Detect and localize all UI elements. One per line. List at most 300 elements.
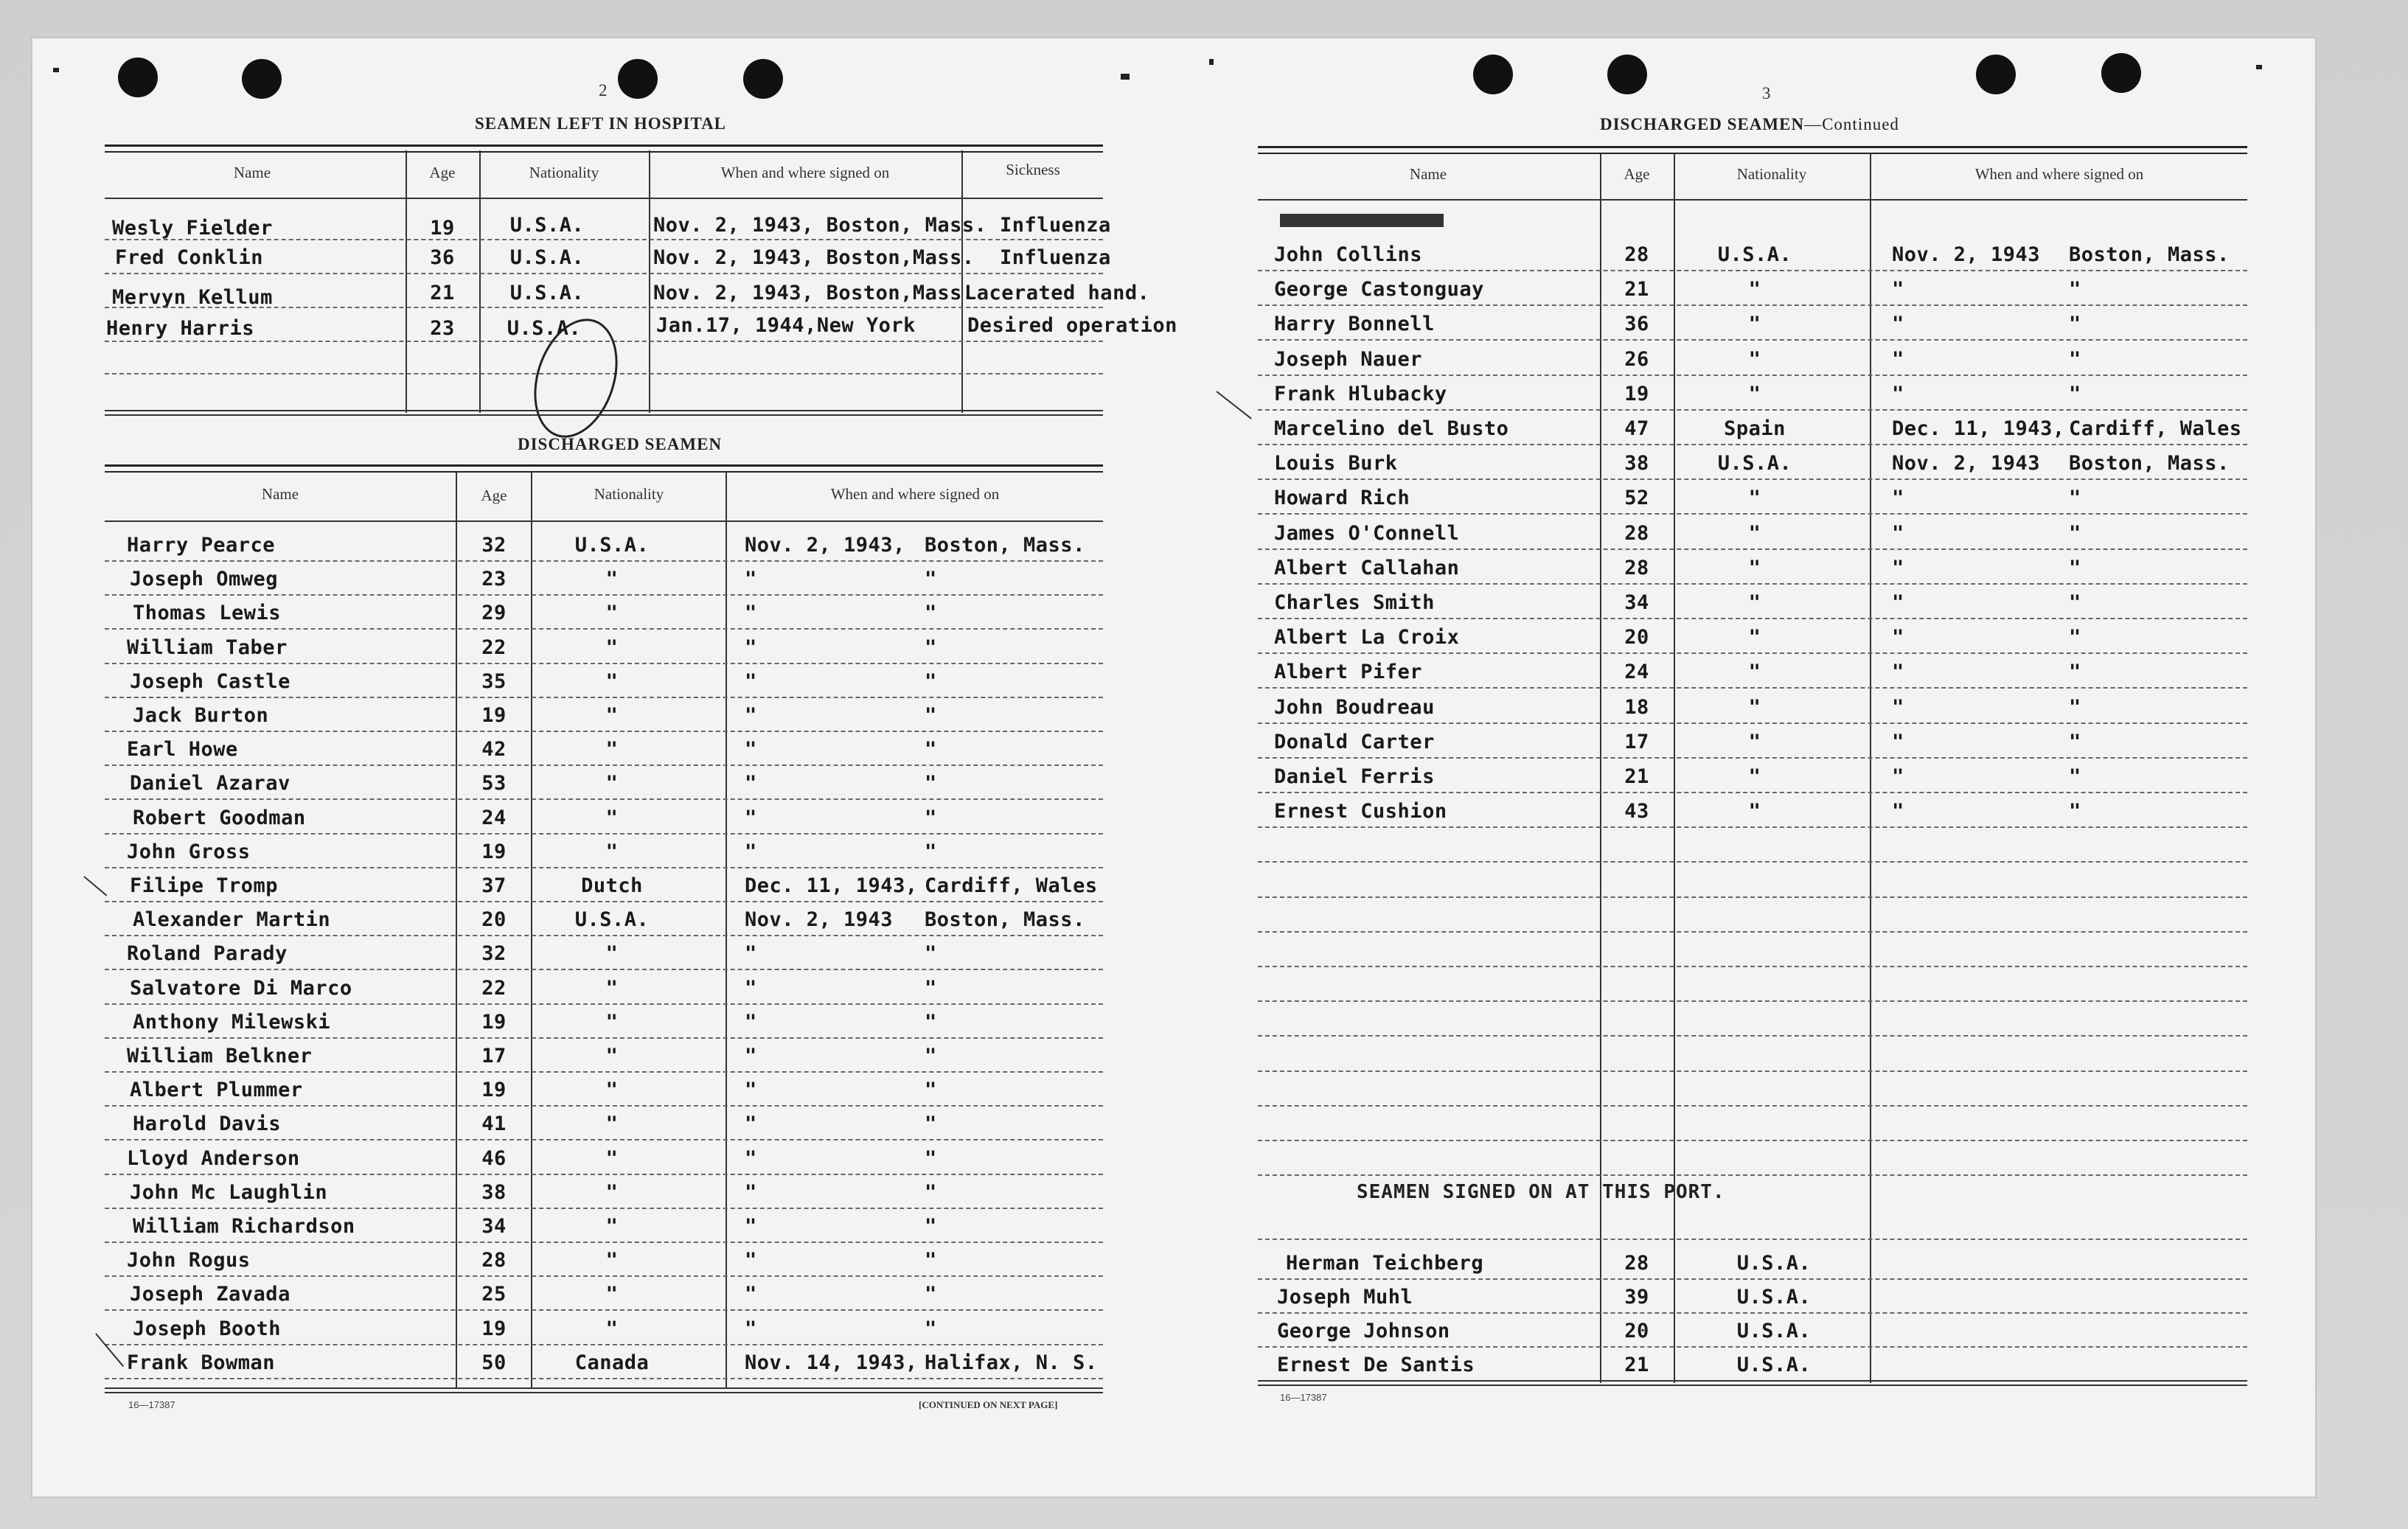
signed-on-date: Nov. 2, 1943,: [745, 534, 905, 557]
row-rule: [1258, 1140, 2247, 1141]
seaman-nationality: ": [605, 807, 619, 829]
seaman-name: Marcelino del Busto: [1274, 417, 1509, 440]
seaman-age: 36: [430, 246, 455, 269]
signed-on-place: ": [925, 1112, 937, 1135]
signed-on-place: Cardiff, Wales: [2069, 417, 2242, 440]
signed-on-date: ": [745, 636, 757, 659]
seaman-age: 21: [430, 282, 455, 304]
signed-on-place: ": [2069, 557, 2081, 579]
seaman-nationality: ": [1748, 487, 1761, 509]
seaman-age: 41: [481, 1112, 507, 1135]
seaman-nationality: ": [605, 1249, 619, 1272]
seaman-nationality: U.S.A.: [509, 214, 585, 237]
row-rule: [1258, 652, 2247, 654]
seaman-age: 43: [1624, 800, 1649, 823]
signed-on-date: ": [745, 807, 757, 829]
seaman-name: Frank Hlubacky: [1274, 383, 1447, 405]
seaman-nationality: ": [605, 670, 619, 693]
signed-on-date: ": [745, 1011, 757, 1034]
row-rule: [105, 697, 1103, 698]
signed-on-place: ": [2069, 591, 2081, 614]
seaman-name: Daniel Azarav: [130, 772, 290, 795]
seaman-nationality: ": [1748, 696, 1761, 719]
signed-on-place: ": [925, 602, 937, 624]
column-header-signed-on: When and where signed on: [1974, 165, 2144, 183]
title-suffix: —Continued: [1804, 115, 1899, 133]
table-bottom-rule: [105, 1392, 1103, 1393]
seaman-age: 19: [481, 1317, 507, 1340]
title-text: DISCHARGED SEAMEN: [1600, 115, 1805, 133]
signed-on-place: ": [925, 807, 937, 829]
signed-on-date: ": [745, 1249, 757, 1272]
seaman-age: 19: [481, 840, 507, 863]
seaman-age: 25: [481, 1283, 507, 1306]
row-rule: [105, 1241, 1103, 1243]
signed-on-date: ": [1892, 278, 1904, 301]
signed-on-place: ": [2069, 348, 2081, 371]
sickness: Desired operation: [967, 314, 1177, 337]
column-header-nationality: Nationality: [1736, 165, 1807, 183]
row-rule: [105, 239, 1103, 240]
signed-on-place: ": [2069, 661, 2081, 683]
seaman-name: Albert Pifer: [1274, 661, 1423, 683]
signed-on-date: ": [745, 568, 757, 591]
seaman-nationality: ": [1748, 557, 1761, 579]
seaman-age: 22: [481, 636, 507, 659]
seaman-name: George Johnson: [1277, 1320, 1450, 1342]
row-rule: [105, 833, 1103, 835]
signed-on-place: ": [925, 1011, 937, 1034]
struck-out-entry: [1280, 214, 1444, 227]
table-bottom-rule: [1258, 1380, 2247, 1382]
seaman-nationality: ": [1748, 313, 1761, 335]
signed-on: Nov. 2, 1943, Boston,Mass.: [653, 282, 975, 304]
row-rule: [1258, 1000, 2247, 1002]
seaman-age: 28: [1624, 243, 1649, 266]
seaman-nationality: ": [605, 602, 619, 624]
seaman-nationality: ": [605, 1317, 619, 1340]
seaman-nationality: U.S.A.: [574, 534, 650, 557]
seaman-nationality: U.S.A.: [507, 317, 582, 340]
row-rule: [1258, 478, 2247, 480]
column-divider: [1870, 153, 1871, 1383]
signed-on-place: ": [925, 738, 937, 761]
row-rule: [1258, 375, 2247, 376]
signed-on-place: ": [925, 840, 937, 863]
seaman-nationality: U.S.A.: [1736, 1320, 1812, 1342]
signed-on-place: ": [2069, 696, 2081, 719]
sickness: Lacerated hand.: [964, 282, 1150, 304]
seaman-nationality: ": [1748, 522, 1761, 545]
signed-on-date: ": [1892, 557, 1904, 579]
seaman-name: Robert Goodman: [133, 807, 306, 829]
header-rule: [105, 520, 1103, 522]
column-header-name: Name: [261, 485, 299, 503]
signed-on-place: Cardiff, Wales: [925, 874, 1098, 897]
row-rule: [105, 867, 1103, 868]
signed-on-date: ": [1892, 383, 1904, 405]
row-rule: [105, 273, 1103, 274]
seaman-name: William Richardson: [133, 1215, 355, 1238]
page-number: 2: [599, 81, 608, 100]
signed-on-date: ": [745, 977, 757, 1000]
signed-on-place: Boston, Mass.: [925, 908, 1085, 931]
column-header-age: Age: [1624, 165, 1650, 183]
signed-on-date: Nov. 2, 1943: [1892, 243, 2041, 266]
section-title-signed-on: SEAMEN SIGNED ON AT THIS PORT.: [1357, 1181, 1725, 1203]
seaman-age: 20: [481, 908, 507, 931]
row-rule: [105, 307, 1103, 308]
seaman-nationality: ": [605, 942, 619, 965]
seaman-name: Albert Callahan: [1274, 557, 1460, 579]
row-rule: [105, 1037, 1103, 1039]
seaman-name: John Gross: [127, 840, 251, 863]
seaman-age: 42: [481, 738, 507, 761]
seaman-nationality: ": [605, 1215, 619, 1238]
table-top-rule: [105, 144, 1103, 153]
row-rule: [105, 764, 1103, 766]
signed-on-place: ": [925, 1215, 937, 1238]
seaman-age: 37: [481, 874, 507, 897]
signed-on-date: ": [745, 1181, 757, 1204]
signed-on-date: ": [1892, 487, 1904, 509]
signed-on-date: ": [745, 1283, 757, 1306]
seaman-nationality: ": [1748, 383, 1761, 405]
seaman-age: 52: [1624, 487, 1649, 509]
seaman-nationality: ": [605, 1045, 619, 1067]
row-rule: [1258, 1035, 2247, 1037]
seaman-age: 24: [481, 807, 507, 829]
punch-hole-icon: [618, 59, 658, 99]
row-rule: [1258, 548, 2247, 550]
seaman-nationality: ": [1748, 591, 1761, 614]
seaman-name: Albert Plummer: [130, 1079, 303, 1101]
seaman-name: Jack Burton: [133, 704, 269, 727]
row-rule: [105, 1139, 1103, 1140]
seaman-name: Wesly Fielder: [112, 217, 273, 240]
signed-on-place: ": [2069, 313, 2081, 335]
row-rule: [1258, 966, 2247, 967]
row-rule: [105, 731, 1103, 732]
row-rule: [105, 594, 1103, 596]
section-title-hospital: SEAMEN LEFT IN HOSPITAL: [475, 114, 727, 133]
signed-on-place: Boston, Mass.: [2069, 452, 2230, 475]
punch-hole-icon: [2101, 53, 2141, 93]
sickness: Influenza: [1000, 214, 1111, 237]
row-rule: [1258, 583, 2247, 585]
seaman-age: 20: [1624, 626, 1649, 649]
signed-on-date: ": [745, 840, 757, 863]
seaman-name: John Rogus: [127, 1249, 251, 1272]
row-rule: [1258, 896, 2247, 898]
signed-on-date: Dec. 11, 1943,: [745, 874, 918, 897]
signed-on-place: ": [925, 670, 937, 693]
seaman-nationality: ": [605, 1079, 619, 1101]
signed-on-place: ": [925, 1147, 937, 1170]
row-rule: [105, 1344, 1103, 1345]
row-rule: [1258, 618, 2247, 619]
signed-on-date: ": [745, 1045, 757, 1067]
signed-on-place: ": [2069, 800, 2081, 823]
sickness: Influenza: [1000, 246, 1111, 269]
column-header-age: Age: [481, 487, 507, 504]
column-header-nationality: Nationality: [594, 485, 664, 503]
seaman-age: 23: [430, 317, 455, 340]
seaman-age: 35: [481, 670, 507, 693]
scan-speck: [2256, 65, 2262, 69]
row-rule: [1258, 1278, 2247, 1280]
seaman-nationality: U.S.A.: [1736, 1286, 1812, 1309]
seaman-nationality: ": [1748, 278, 1761, 301]
signed-on-date: ": [745, 704, 757, 727]
column-divider: [531, 472, 532, 1389]
section-title-discharged-continued: [1600, 115, 1899, 134]
row-rule: [1258, 687, 2247, 689]
continued-note: [CONTINUED ON NEXT PAGE]: [919, 1399, 1058, 1410]
seaman-name: Ernest De Santis: [1277, 1354, 1475, 1376]
seaman-age: 29: [481, 602, 507, 624]
seaman-name: Albert La Croix: [1274, 626, 1460, 649]
seaman-age: 36: [1624, 313, 1649, 335]
seaman-age: 39: [1624, 1286, 1649, 1309]
seaman-age: 24: [1624, 661, 1649, 683]
seaman-age: 19: [481, 1011, 507, 1034]
row-rule: [1258, 1070, 2247, 1072]
seaman-age: 20: [1624, 1320, 1649, 1342]
seaman-nationality: U.S.A.: [1736, 1354, 1812, 1376]
signed-on-date: ": [745, 772, 757, 795]
row-rule: [105, 1275, 1103, 1277]
seaman-name: Harold Davis: [133, 1112, 282, 1135]
signed-on-date: ": [1892, 800, 1904, 823]
seaman-nationality: ": [605, 1181, 619, 1204]
header-rule: [1258, 199, 2247, 201]
row-rule: [1258, 339, 2247, 341]
section-rule: [105, 414, 1103, 416]
seaman-nationality: U.S.A.: [509, 282, 585, 304]
table-bottom-rule: [1258, 1385, 2247, 1386]
seaman-age: 34: [1624, 591, 1649, 614]
signed-on-place: ": [925, 704, 937, 727]
seaman-age: 21: [1624, 278, 1649, 301]
row-rule: [105, 935, 1103, 936]
seaman-age: 28: [481, 1249, 507, 1272]
seaman-name: John Boudreau: [1274, 696, 1435, 719]
signed-on-place: ": [925, 1079, 937, 1101]
signed-on-place: ": [925, 636, 937, 659]
seaman-nationality: ": [605, 704, 619, 727]
seaman-name: William Taber: [127, 636, 288, 659]
row-rule: [1258, 757, 2247, 759]
signed-on-date: ": [745, 1215, 757, 1238]
signed-on-place: ": [925, 1045, 937, 1067]
signed-on-date: ": [1892, 348, 1904, 371]
signed-on-place: ": [2069, 522, 2081, 545]
table-top-rule: [1258, 146, 2247, 154]
scan-speck: [53, 68, 59, 72]
signed-on-date: ": [745, 602, 757, 624]
page-number: 3: [1762, 84, 1771, 102]
seaman-age: 38: [1624, 452, 1649, 475]
seaman-name: John Collins: [1274, 243, 1423, 266]
row-rule: [1258, 304, 2247, 306]
seaman-name: Charles Smith: [1274, 591, 1435, 614]
row-rule: [1258, 792, 2247, 793]
punch-hole-icon: [1976, 55, 2016, 94]
signed-on-date: ": [1892, 765, 1904, 788]
seaman-nationality: ": [1748, 800, 1761, 823]
signed-on-date: ": [1892, 696, 1904, 719]
seaman-name: Earl Howe: [127, 738, 238, 761]
column-header-name: Name: [233, 164, 271, 181]
signed-on-place: ": [2069, 731, 2081, 753]
row-rule: [105, 1003, 1103, 1005]
row-rule: [105, 628, 1103, 630]
row-rule: [1258, 861, 2247, 863]
column-header-signed-on: When and where signed on: [830, 485, 1000, 503]
seaman-name: Louis Burk: [1274, 452, 1398, 475]
seaman-name: Lloyd Anderson: [127, 1147, 300, 1170]
seaman-nationality: ": [605, 568, 619, 591]
seaman-nationality: ": [605, 738, 619, 761]
seaman-age: 28: [1624, 522, 1649, 545]
seaman-age: 19: [481, 1079, 507, 1101]
seaman-nationality: ": [605, 636, 619, 659]
form-number: 16—17387: [1280, 1392, 1327, 1403]
seaman-nationality: ": [605, 1011, 619, 1034]
row-rule: [105, 1174, 1103, 1175]
seaman-nationality: Canada: [574, 1351, 650, 1374]
signed-on-date: ": [1892, 661, 1904, 683]
punch-hole-icon: [118, 58, 158, 97]
seaman-name: Daniel Ferris: [1274, 765, 1435, 788]
seaman-name: Joseph Zavada: [130, 1283, 290, 1306]
signed-on: Nov. 2, 1943, Boston,Mass.: [653, 246, 975, 269]
seaman-nationality: U.S.A.: [574, 908, 650, 931]
seaman-name: Joseph Omweg: [130, 568, 279, 591]
seaman-name: Harry Bonnell: [1274, 313, 1435, 335]
seaman-name: Alexander Martin: [133, 908, 331, 931]
signed-on-place: ": [925, 772, 937, 795]
section-rule: [105, 410, 1103, 411]
seaman-name: Filipe Tromp: [130, 874, 279, 897]
seaman-name: Mervyn Kellum: [112, 286, 273, 309]
row-rule: [105, 1208, 1103, 1209]
column-header-name: Name: [1409, 165, 1447, 183]
seaman-nationality: ": [605, 1112, 619, 1135]
row-rule: [1258, 513, 2247, 515]
seaman-nationality: U.S.A.: [509, 246, 585, 269]
seaman-age: 32: [481, 534, 507, 557]
seaman-nationality: ": [605, 1283, 619, 1306]
seaman-nationality: ": [1748, 765, 1761, 788]
column-header-signed-on: When and where signed on: [720, 164, 890, 181]
seaman-nationality: U.S.A.: [1717, 452, 1792, 475]
seaman-age: 47: [1624, 417, 1649, 440]
signed-on-date: ": [745, 1112, 757, 1135]
seaman-age: 22: [481, 977, 507, 1000]
seaman-name: Herman Teichberg: [1286, 1252, 1484, 1275]
seaman-name: Donald Carter: [1274, 731, 1435, 753]
seaman-nationality: U.S.A.: [1717, 243, 1792, 266]
signed-on-place: ": [925, 977, 937, 1000]
seaman-age: 19: [430, 217, 455, 240]
signed-on-place: ": [925, 1317, 937, 1340]
seaman-nationality: ": [1748, 626, 1761, 649]
seaman-nationality: ": [605, 1147, 619, 1170]
signed-on-place: Halifax, N. S.: [925, 1351, 1098, 1374]
seaman-nationality: ": [605, 772, 619, 795]
punch-hole-icon: [242, 59, 282, 99]
seaman-name: Joseph Booth: [133, 1317, 282, 1340]
seaman-age: 18: [1624, 696, 1649, 719]
signed-on: Jan.17, 1944,New York: [656, 314, 916, 337]
signed-on: Nov. 2, 1943, Boston, Mass.: [653, 214, 987, 237]
signed-on-date: ": [745, 738, 757, 761]
seaman-name: Joseph Castle: [130, 670, 290, 693]
row-rule: [105, 663, 1103, 664]
seaman-name: Ernest Cushion: [1274, 800, 1447, 823]
seaman-age: 19: [1624, 383, 1649, 405]
seaman-nationality: ": [1748, 661, 1761, 683]
row-rule: [105, 901, 1103, 902]
row-rule: [1258, 270, 2247, 271]
form-number: 16—17387: [128, 1399, 175, 1410]
seaman-age: 38: [481, 1181, 507, 1204]
row-rule: [1258, 1105, 2247, 1107]
punch-hole-icon: [1607, 55, 1647, 94]
column-header-nationality: Nationality: [529, 164, 599, 181]
row-rule: [1258, 1239, 2247, 1240]
table-bottom-rule: [105, 1387, 1103, 1389]
seaman-age: 53: [481, 772, 507, 795]
seaman-name: Harry Pearce: [127, 534, 276, 557]
seaman-nationality: ": [605, 840, 619, 863]
signed-on-place: ": [925, 1283, 937, 1306]
row-rule: [105, 560, 1103, 562]
seaman-age: 23: [481, 568, 507, 591]
seaman-age: 34: [481, 1215, 507, 1238]
signed-on-place: ": [2069, 278, 2081, 301]
punch-hole-icon: [743, 59, 783, 99]
seaman-name: John Mc Laughlin: [130, 1181, 328, 1204]
signed-on-date: ": [745, 942, 757, 965]
column-header-sickness: Sickness: [1006, 161, 1060, 178]
row-rule: [1258, 931, 2247, 933]
signed-on-date: Dec. 11, 1943,: [1892, 417, 2065, 440]
seaman-age: 50: [481, 1351, 507, 1374]
seaman-nationality: ": [1748, 348, 1761, 371]
table-top-rule: [105, 464, 1103, 473]
row-rule: [105, 1309, 1103, 1311]
seaman-name: Fred Conklin: [115, 246, 264, 269]
seaman-name: Joseph Muhl: [1277, 1286, 1413, 1309]
seaman-name: Salvatore Di Marco: [130, 977, 352, 1000]
seaman-nationality: Spain: [1724, 417, 1786, 440]
seaman-age: 28: [1624, 557, 1649, 579]
signed-on-place: ": [925, 1181, 937, 1204]
seaman-nationality: Dutch: [581, 874, 643, 897]
signed-on-place: ": [925, 568, 937, 591]
signed-on-date: Nov. 2, 1943: [745, 908, 894, 931]
signed-on-date: ": [745, 1147, 757, 1170]
row-rule: [105, 798, 1103, 800]
signed-on-date: ": [745, 670, 757, 693]
signed-on-place: ": [2069, 626, 2081, 649]
signed-on-date: ": [745, 1079, 757, 1101]
seaman-name: George Castonguay: [1274, 278, 1484, 301]
scan-speck: [1209, 59, 1214, 65]
